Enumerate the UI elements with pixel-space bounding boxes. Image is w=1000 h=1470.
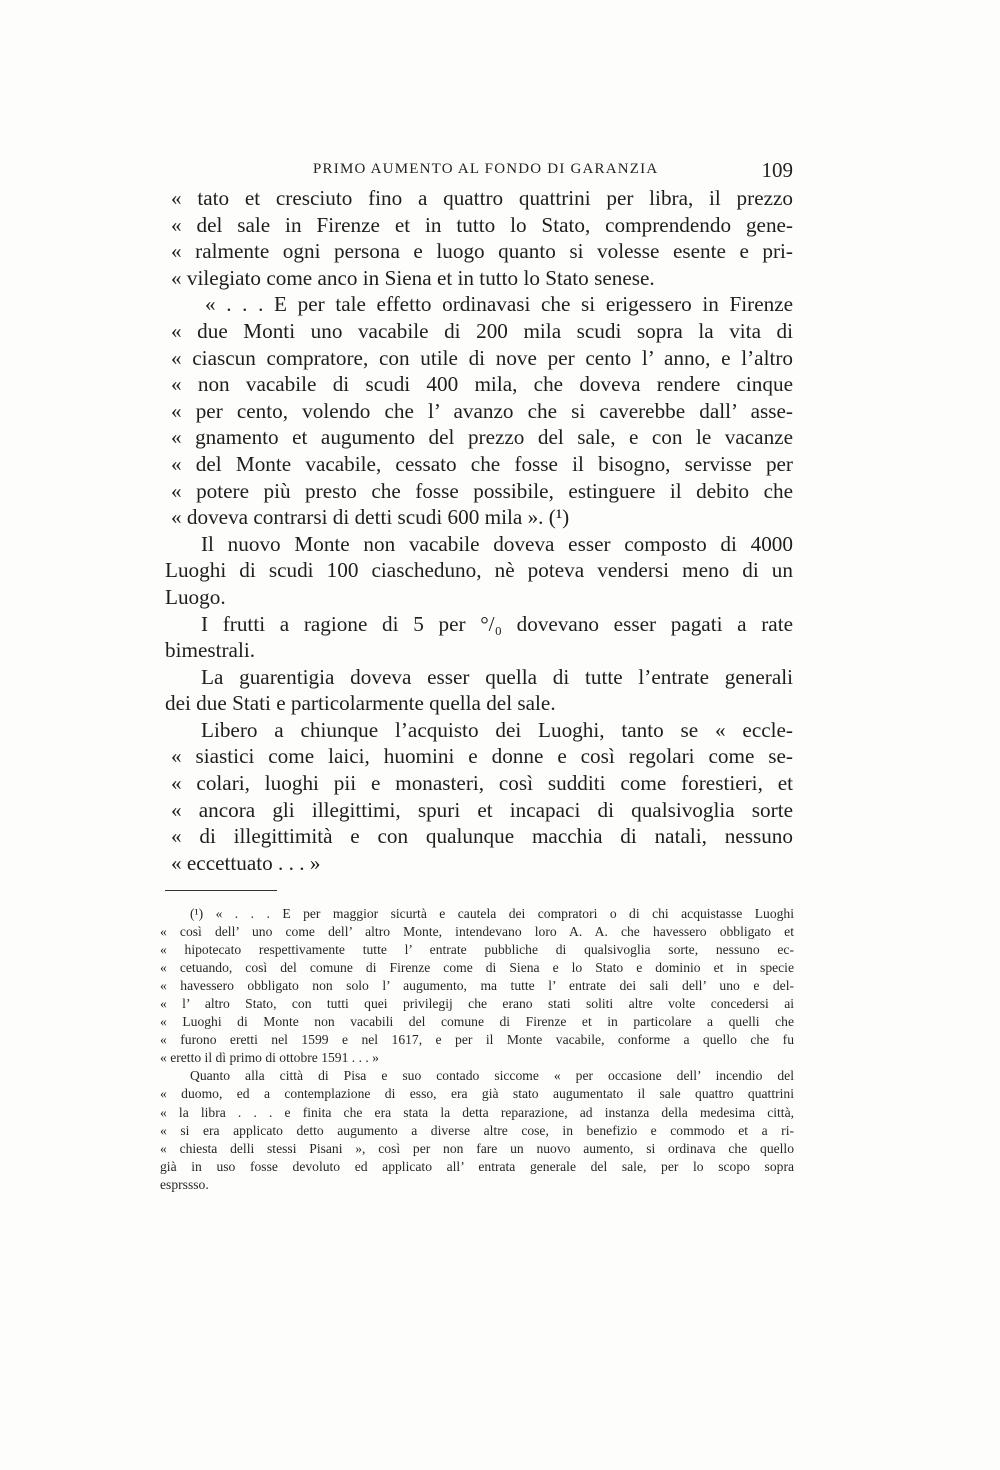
paragraph-quote-continuation	[165, 185, 793, 291]
footnote-line: « furono eretti nel 1599 e nel 1617, e per il Monte vacabile, conforme a quello che fu	[160, 1032, 794, 1048]
paragraph-frutti	[165, 611, 793, 664]
footnote-line: « l’ altro Stato, con tutti quei privilegij che erano stati soliti altre volte concedersi ai	[160, 996, 794, 1012]
text-line: « per cento, volendo che l’ avanzo che si caverebbe dall’ asse-	[171, 398, 793, 423]
paragraph-libero	[165, 717, 793, 877]
text-line: Libero a chiunque l’acquisto dei Luoghi, tanto se « eccle-	[201, 717, 793, 742]
footnote-line: « chiesta delli stessi Pisani », così per non fare un nuovo aumento, si ordinava che quello	[160, 1140, 794, 1156]
text-line: « eccettuato . . . »	[171, 850, 321, 875]
text-line: « tato et cresciuto fino a quattro quattrini per libra, il prezzo	[171, 186, 793, 210]
footnote-line: « eretto il dì primo di ottobre 1591 . . . »	[160, 1050, 379, 1066]
paragraph-guarentigia	[165, 664, 793, 717]
text-line: « potere più presto che fosse possibile, estinguere il debito che	[171, 478, 793, 503]
text-line: bimestrali.	[165, 638, 256, 663]
footnote-divider	[165, 890, 277, 891]
paragraph-quote-monti	[165, 291, 793, 530]
running-head	[165, 158, 797, 188]
text-line: dei due Stati e particolarmente quella del sale.	[165, 691, 556, 716]
text-line: « vilegiato come anco in Siena et in tutto lo Stato senese.	[171, 265, 655, 290]
footnotes	[160, 905, 794, 1194]
footnote-line: già in uso fosse devoluto ed applicato all’ entrata generale del sale, per lo scopo sopra	[160, 1158, 794, 1174]
text-line: « del Monte vacabile, cessato che fosse il bisogno, servisse per	[171, 451, 793, 476]
text-line: « . . . E per tale effetto ordinavasi che si erigessero in Firenze	[205, 292, 793, 317]
running-title: PRIMO AUMENTO AL FONDO DI GARANZIA	[313, 161, 659, 177]
text-line: « ralmente ogni persona e luogo quanto si volesse esente e pri-	[171, 239, 793, 264]
footnote-line: « si era applicato detto augumento a diverse altre cose, in benefizio e commodo et a ri-	[160, 1122, 794, 1138]
text-line: « siastici come laici, huomini e donne e così regolari come se-	[171, 744, 793, 769]
text-line: « doveva contrarsi di detti scudi 600 mila ». (¹)	[171, 505, 570, 530]
footnote-1	[160, 905, 794, 1067]
text-line: « gnamento et augumento del prezzo del sale, e con le vacanze	[171, 425, 793, 450]
text-line: Luoghi di scudi 100 ciascheduno, nè poteva vendersi meno di un	[165, 558, 793, 583]
paragraph-nuovo-monte	[165, 531, 793, 611]
footnote-line: (¹) « . . . E per maggior sicurtà e cautela dei compratori o di chi acquistasse Luoghi	[190, 906, 794, 921]
footnote-line: « havessero obbligato non solo l’ augumento, ma tutte l’ entrate dei sali dell’ uno e del-	[160, 978, 794, 994]
footnote-line: « cetuando, così del comune di Firenze come di Siena e lo Stato e dominio et in specie	[160, 960, 794, 976]
footnote-line: Quanto alla città di Pisa e suo contado siccome « per occasione dell’ incendio del	[190, 1068, 794, 1084]
footnote-line: esprssso.	[160, 1176, 209, 1192]
footnote-line: « così dell’ uno come dell’ altro Monte, intendevano loro A. A. che havessero obbligato et	[160, 924, 794, 940]
text-line: « del sale in Firenze et in tutto lo Stato, comprendendo gene-	[171, 212, 793, 237]
page-number: 109	[761, 158, 793, 182]
text-line: « due Monti uno vacabile di 200 mila scudi sopra la vita di	[171, 318, 793, 343]
footnote-pisa	[160, 1067, 794, 1193]
footnote-line: « duomo, ed a contemplazione di esso, era già stato augumentato il sale quattro quattrini	[160, 1086, 794, 1102]
text-line: « ancora gli illegittimi, spuri et incapaci di qualsivoglia sorte	[171, 797, 793, 822]
text-line: I frutti a ragione di 5 per °/₀ dovevano esser pagati a rate	[201, 611, 793, 636]
text-line: Il nuovo Monte non vacabile doveva esser composto di 4000	[201, 531, 793, 556]
footnote-line: « Luoghi di Monte non vacabili del comune di Firenze et in particolare a quelli che	[160, 1014, 794, 1030]
footnote-line: « hipotecato respettivamente tutte l’ entrate pubbliche di qualsivoglia sorte, nessuno ec-	[160, 942, 794, 958]
text-line: « ciascun compratore, con utile di nove per cento l’ anno, e l’altro	[171, 345, 793, 370]
text-line: « colari, luoghi pii e monasteri, così sudditi come forestieri, et	[171, 771, 793, 796]
footnote-line: « la libra . . . e finita che era stata la detta reparazione, ad instanza della medesima città,	[160, 1104, 794, 1120]
text-line: « non vacabile di scudi 400 mila, che doveva rendere cinque	[171, 372, 793, 397]
body-text	[165, 185, 793, 876]
text-line: Luogo.	[165, 584, 226, 609]
text-line: « di illegittimità e con qualunque macchia di natali, nessuno	[171, 824, 793, 849]
text-line: La guarentigia doveva esser quella di tutte l’entrate generali	[201, 664, 793, 689]
